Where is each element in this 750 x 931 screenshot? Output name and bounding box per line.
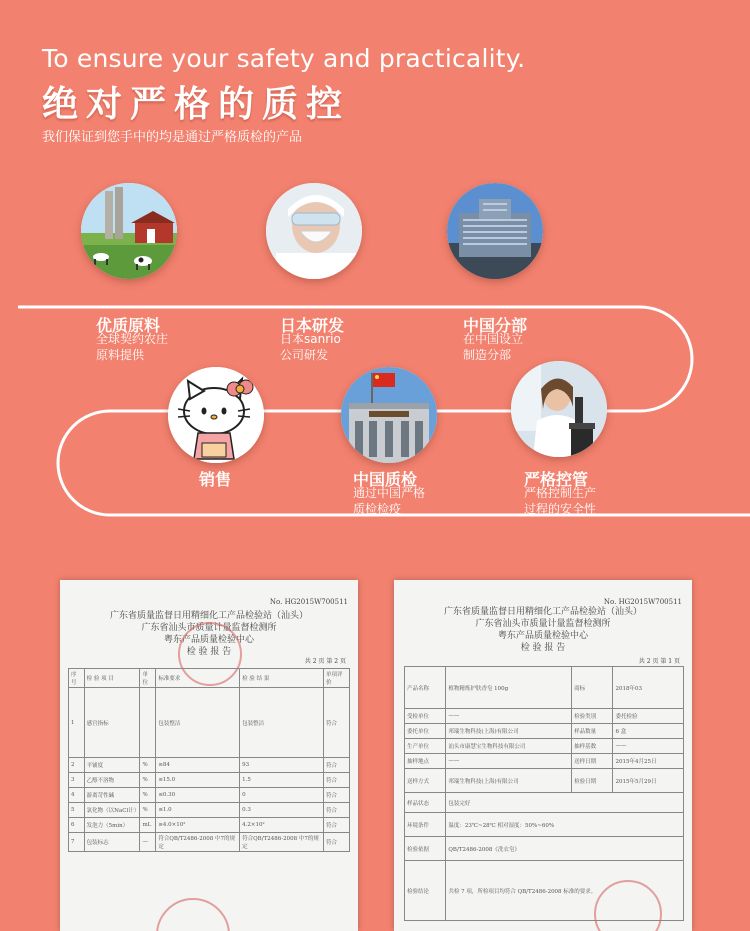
inspection-report-page-2	[60, 580, 358, 931]
step-desc-japan-rd: 日本sanrio 公司研发	[280, 332, 341, 362]
report-heading-1: 广东省质量监督日用精细化工产品检验站（汕头）	[109, 611, 308, 621]
step-desc-raw-material: 全球契约农庄 原料提供	[96, 332, 169, 362]
chinese-subtitle: 我们保证到您手中的均是通过严格质检的产品	[42, 130, 303, 145]
report-page-number: 共 2 页 第 2 页	[304, 658, 346, 665]
step-label-china-inspection: 中国质检	[353, 470, 418, 489]
report-heading-4: 检 验 报 告	[186, 647, 232, 657]
report-number: No. HG2015W700511	[269, 598, 348, 606]
table-header-row: 序号 检 验 项 目 单位 标准要求 检 验 结 果 单项评价	[69, 669, 350, 688]
table-row: 6 发泡力（5min） mL ≥4.0×10² 4.2×10² 符合	[69, 818, 350, 833]
table-row: 7 包装标志 — 符合QB/T2486-2008 中7的规定 符合QB/T2486-2008 中7的规定 符合	[69, 833, 350, 852]
table-row: 送样方式 邦瑞生物科技(上海)有限公司 检验日期 2015年5月29日	[405, 769, 684, 793]
chinese-title: 绝对严格的质控	[42, 84, 351, 125]
report-page-number: 共 2 页 第 1 页	[638, 658, 680, 665]
inspection-report-page-1	[394, 580, 692, 931]
table-row: 3 乙醇不溶物 % ≤15.0 1.5 符合	[69, 773, 350, 788]
step-desc-china-inspection: 通过中国严格 质检检疫	[353, 486, 426, 516]
researcher-photo	[266, 183, 362, 279]
report-heading-2: 广东省汕头市质量计量监督检测所	[141, 623, 277, 633]
step-label-sales: 销售	[199, 470, 232, 489]
table-row: 受检单位 —— 检验类别 委托检验	[405, 709, 684, 724]
report-heading-4: 检 验 报 告	[520, 643, 566, 653]
inspection-building-photo	[341, 367, 437, 463]
step-label-raw-material: 优质原料	[96, 316, 161, 335]
report-heading-3: 粤东产品质量检验中心	[163, 635, 254, 645]
report-heading-2: 广东省汕头市质量计量监督检测所	[475, 619, 611, 629]
table-row: 委托单位 邦瑞生物科技(上海)有限公司 样品数量 6 盒	[405, 724, 684, 739]
table-row: 检验结论 共检 7 项，所检项目均符合 QB/T2486-2008 标准的要求。	[405, 861, 684, 921]
step-label-strict-control: 严格控管	[524, 470, 589, 489]
report-result-table	[68, 668, 350, 852]
english-title: To ensure your safety and practicality.	[42, 44, 526, 73]
lab-microscope-photo	[511, 361, 607, 457]
table-row: 生产单位 汕头市康慧宝生物科技有限公司 抽样基数 ——	[405, 739, 684, 754]
table-row: 1 感官指标 包装整洁 包装整洁 符合	[69, 688, 350, 758]
table-row: 产品名称 植物精炼护肤香皂 100g 商标 2018年03	[405, 667, 684, 709]
step-label-china-branch: 中国分部	[463, 316, 528, 335]
step-desc-china-branch: 在中国设立 制造分部	[463, 332, 524, 362]
official-stamp-bottom	[156, 898, 230, 931]
building-photo	[447, 183, 543, 279]
table-row: 5 氯化物（以NaCl计） % ≤1.0 0.3 符合	[69, 803, 350, 818]
report-heading-3: 粤东产品质量检验中心	[497, 631, 588, 641]
report-heading-1: 广东省质量监督日用精细化工产品检验站（汕头）	[443, 607, 642, 617]
table-row: 2 平铺度 % ≥84 93 符合	[69, 758, 350, 773]
table-row: 4 游离苛性碱 % ≤0.30 0 符合	[69, 788, 350, 803]
farm-photo	[81, 183, 177, 279]
report-number: No. HG2015W700511	[603, 598, 682, 606]
step-label-japan-rd: 日本研发	[280, 316, 345, 335]
table-row: 环境条件 温度：23℃~28℃ 相对湿度：50%~60%	[405, 813, 684, 837]
table-row: 检验依据 QB/T2486-2008《洗衣皂》	[405, 837, 684, 861]
table-row: 抽样地点 —— 送样日期 2015年4月25日	[405, 754, 684, 769]
hello-kitty-icon	[168, 367, 264, 463]
step-desc-strict-control: 严格控制生产 过程的安全性	[524, 486, 597, 516]
table-row: 样品状态 包装完好	[405, 793, 684, 813]
